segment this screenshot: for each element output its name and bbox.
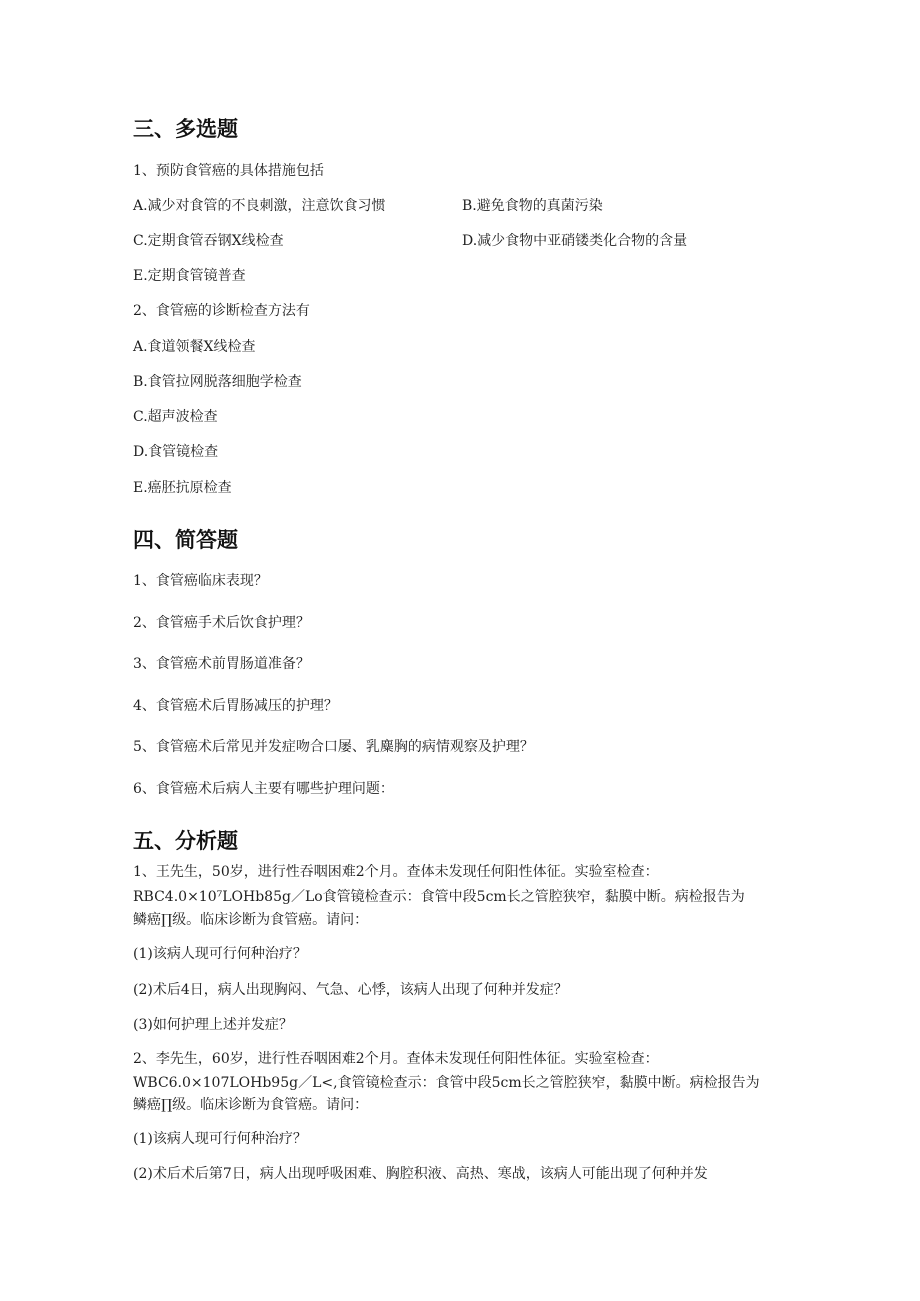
q1-option-e: E.定期食管镜普查 [133,268,246,284]
short-question-4: 4、食管癌术后胃肠减压的护理？ [133,698,338,714]
q2-stem: 2、食管癌的诊断检查方法有 [133,303,310,319]
q2-option-a: A.食道领餐X线检查 [133,339,256,355]
q1-option-c: C.定期食管吞钢X线检查 [133,233,284,249]
q2-option-d: D.食管镜检查 [133,444,219,460]
case-1-question-2: (2)术后4日，病人出现胸闷、气急、心悸，该病人出现了何种并发症？ [133,982,568,998]
case-1-line-2: RBC4.0×10⁷LOHb85g／Lo食管镜检查示：食管中段5cm长之管腔狭窄，黏膜中断。病检报告为 [133,889,745,905]
case-2-question-1: (1)该病人现可行何种治疗？ [133,1131,307,1147]
section-5-title: 五、分析题 [133,829,238,853]
case-1-question-1: (1)该病人现可行何种治疗？ [133,946,307,962]
short-question-5: 5、食管癌术后常见并发症吻合口屡、乳麋胸的病情观察及护理？ [133,739,534,755]
q1-stem: 1、预防食管癌的具体措施包括 [133,163,324,179]
section-4-title: 四、简答题 [133,528,238,552]
case-1-line-3: 鳞癌∏级。临床诊断为食管癌。请问： [133,912,369,928]
short-question-6: 6、食管癌术后病人主要有哪些护理问题： [133,781,394,797]
short-question-3: 3、食管癌术前胃肠道准备？ [133,656,310,672]
q1-option-d: D.减少食物中亚硝镂类化合物的含量 [462,233,688,249]
case-2-line-2: WBC6.0×107LOHb95g／L<,食管镜检查示：食管中段5cm长之管腔狭窄，黏膜中断。病检报告为 [133,1075,760,1091]
q2-option-e: E.癌胚抗原检查 [133,480,232,496]
q2-option-c: C.超声波检查 [133,409,218,425]
section-3-title: 三、多选题 [133,117,238,141]
case-2-question-2: (2)术后术后第7日，病人出现呼吸困难、胸腔积液、高热、寒战，该病人可能出现了何种并发 [133,1166,708,1182]
case-2-line-3: 鳞癌∏级。临床诊断为食管癌。请问： [133,1097,369,1113]
short-question-2: 2、食管癌手术后饮食护理？ [133,615,310,631]
short-question-1: 1、食管癌临床表现？ [133,573,268,589]
q1-option-a: A.减少对食管的不良刺激，注意饮食习惯 [133,198,386,214]
case-2-line-1: 2、李先生，60岁，进行性吞咽困难2个月。查体未发现任何阳性体征。实验室检查： [133,1051,659,1067]
case-1-line-1: 1、王先生，50岁，进行性吞咽困难2个月。查体未发现任何阳性体征。实验室检查： [133,864,659,880]
case-1-question-3: (3)如何护理上述并发症？ [133,1017,293,1033]
q2-option-b: B.食管拉网脱落细胞学检查 [133,374,302,390]
q1-option-b: B.避免食物的真菌污染 [462,198,603,214]
